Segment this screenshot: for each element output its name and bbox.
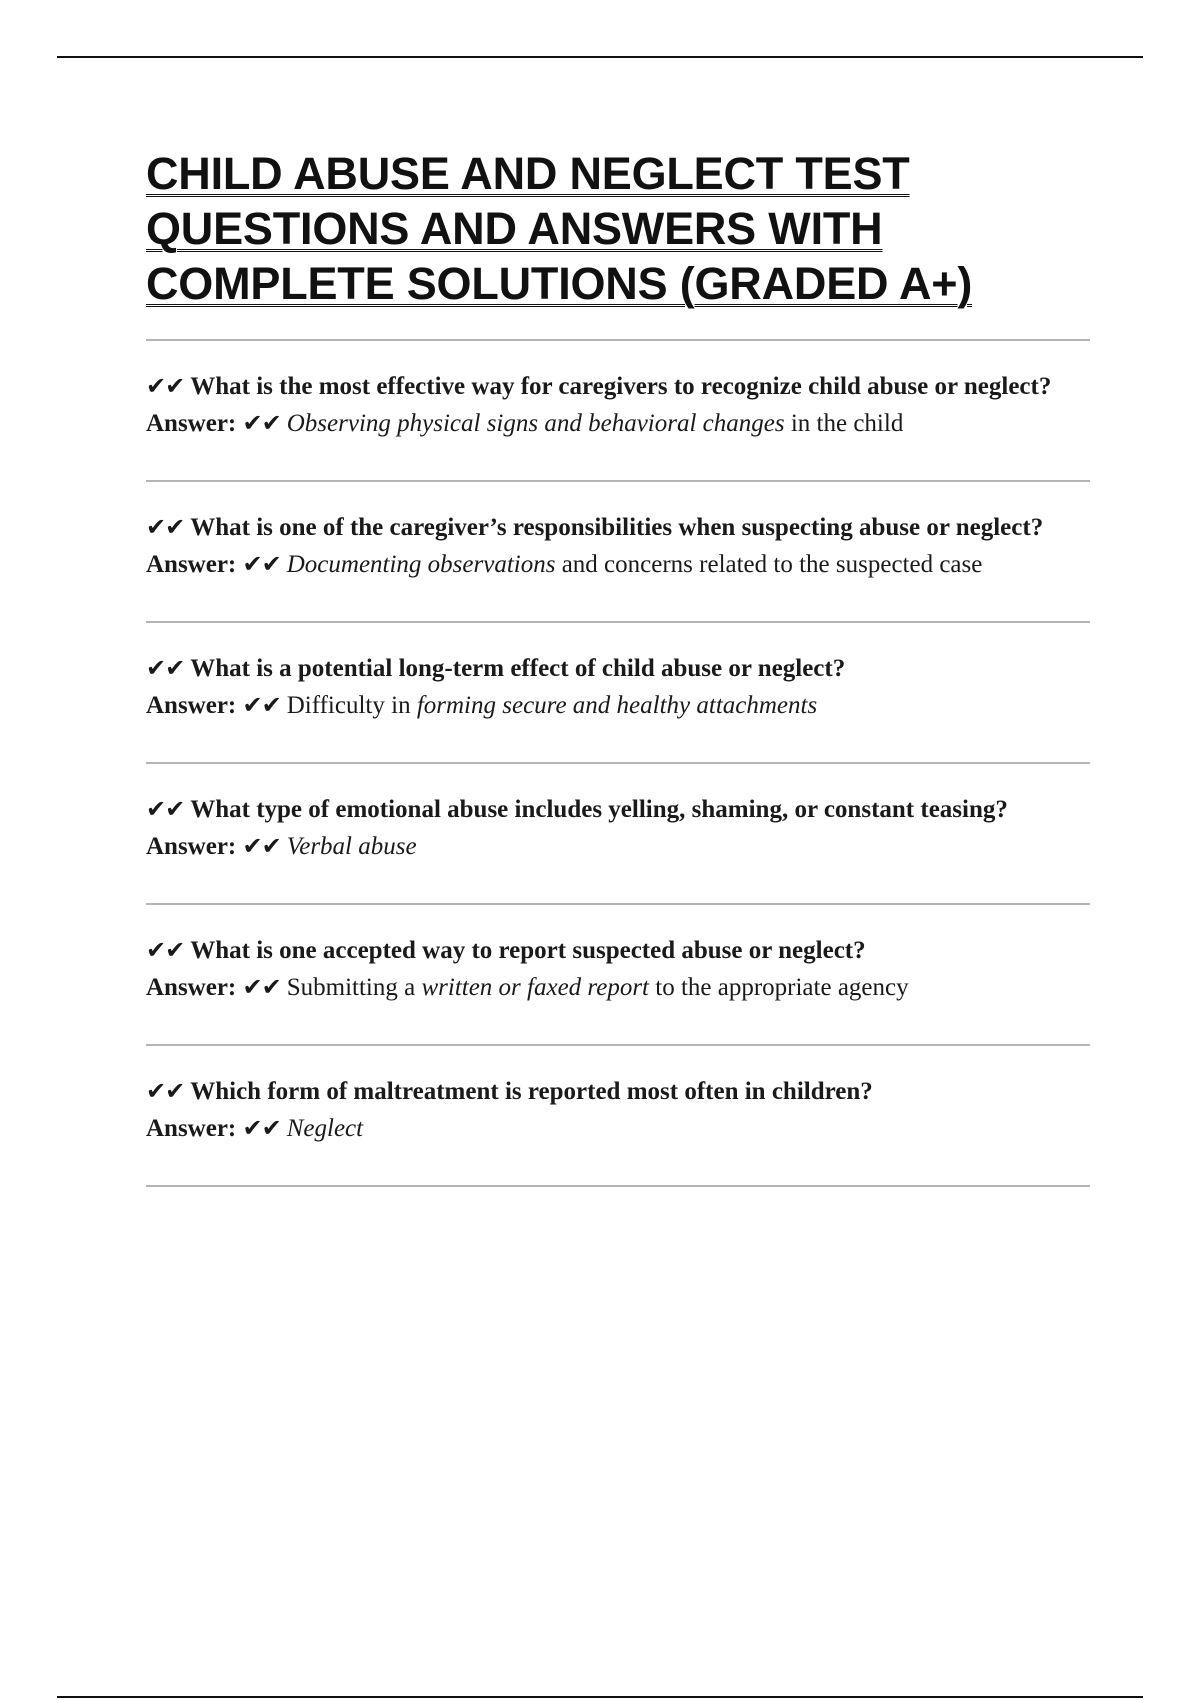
- question-text: ✔✔ What is the most effective way for caregivers to recognize child abuse or neglect?: [146, 372, 1052, 400]
- document-title: CHILD ABUSE AND NEGLECT TEST QUESTIONS AND ANSWERS WITH COMPLETE SOLUTIONS (GRADED A+): [146, 148, 973, 309]
- double-check-icon: ✔✔: [146, 372, 185, 400]
- double-check-icon: ✔✔: [242, 973, 281, 1001]
- answer-text: Answer: ✔✔ Verbal abuse: [146, 832, 417, 860]
- qa-item: [146, 623, 1090, 762]
- answer-label: Answer:: [146, 692, 237, 719]
- double-check-icon: ✔✔: [242, 409, 281, 437]
- double-check-icon: ✔✔: [242, 691, 281, 719]
- double-check-icon: ✔✔: [242, 832, 281, 860]
- qa-item: [146, 764, 1090, 903]
- answer-label: Answer:: [146, 974, 237, 1001]
- qa-item: [146, 905, 1090, 1044]
- double-check-icon: ✔✔: [242, 550, 281, 578]
- double-check-icon: ✔✔: [242, 1114, 281, 1142]
- question-text: ✔✔ What type of emotional abuse includes yelling, shaming, or constant teasing?: [146, 795, 1008, 823]
- qa-item: [146, 1046, 1090, 1185]
- question-text: ✔✔ Which form of maltreatment is reported most often in children?: [146, 1077, 873, 1105]
- double-check-icon: ✔✔: [146, 1077, 185, 1105]
- question-text: ✔✔ What is one of the caregiver’s responsibilities when suspecting abuse or neglect?: [146, 513, 1044, 541]
- double-check-icon: ✔✔: [146, 513, 185, 541]
- answer-text: Answer: ✔✔ Documenting observations and concerns related to the suspected case: [146, 550, 983, 578]
- page-footer-rule: [57, 1696, 1143, 1698]
- qa-item: [146, 341, 1090, 480]
- answer-text: Answer: ✔✔ Observing physical signs and behavioral changes in the child: [146, 409, 904, 437]
- answer-label: Answer:: [146, 833, 237, 860]
- answer-text: Answer: ✔✔ Submitting a written or faxed report to the appropriate agency: [146, 973, 909, 1001]
- answer-label: Answer:: [146, 410, 237, 437]
- double-check-icon: ✔✔: [146, 795, 185, 823]
- section-divider: [146, 1185, 1090, 1187]
- question-text: ✔✔ What is one accepted way to report suspected abuse or neglect?: [146, 936, 866, 964]
- page-header-rule: [57, 56, 1143, 58]
- question-text: ✔✔ What is a potential long-term effect of child abuse or neglect?: [146, 654, 846, 682]
- double-check-icon: ✔✔: [146, 936, 185, 964]
- qa-item: [146, 482, 1090, 621]
- document-body: [146, 146, 1090, 1187]
- answer-label: Answer:: [146, 1115, 237, 1142]
- double-check-icon: ✔✔: [146, 654, 185, 682]
- answer-text: Answer: ✔✔ Difficulty in forming secure and healthy attachments: [146, 691, 818, 719]
- answer-text: Answer: ✔✔ Neglect: [146, 1114, 364, 1142]
- answer-label: Answer:: [146, 551, 237, 578]
